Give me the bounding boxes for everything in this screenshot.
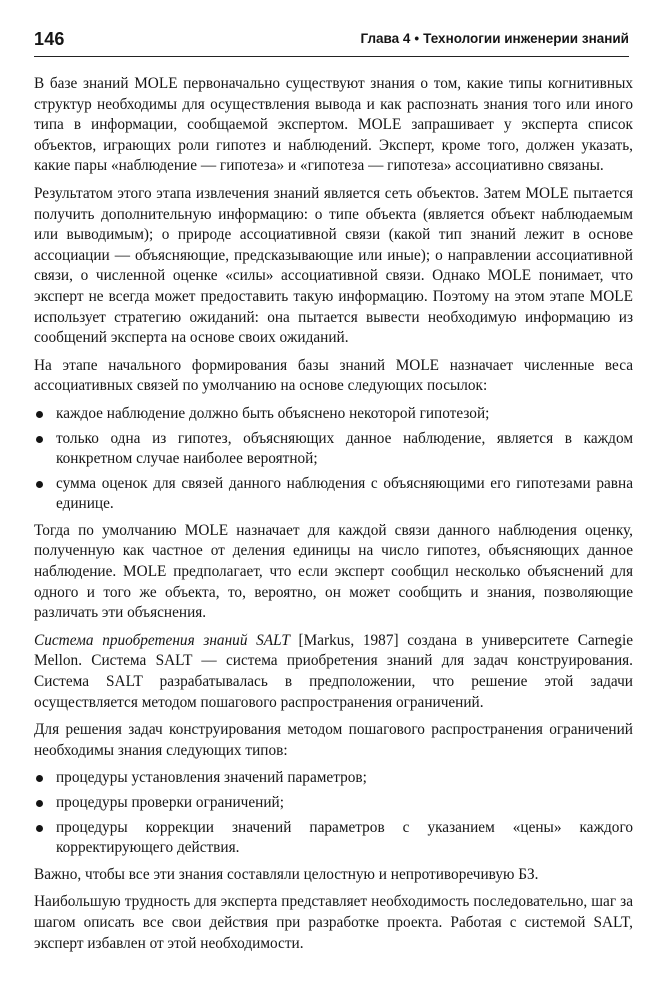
running-head	[360, 31, 629, 46]
list-item	[34, 429, 633, 470]
bullet-icon	[36, 481, 43, 488]
chapter-label: Глава 4	[360, 31, 411, 46]
salt-heading-italic: Система приобретения знаний SALT	[34, 631, 290, 649]
list-item	[34, 818, 633, 859]
list-item-text: сумма оценок для связей данного наблюдения с объясняющими его гипотезами равна единице.	[56, 474, 633, 513]
list-item-text: процедуры установления значений параметров;	[56, 769, 367, 787]
bullet-icon	[36, 436, 43, 443]
bullet-icon	[36, 825, 43, 832]
page-body	[34, 74, 633, 961]
paragraph-7: Важно, чтобы все эти знания составляли целостную и непротиворечивую БЗ.	[34, 865, 539, 883]
paragraph-5	[34, 631, 633, 713]
list-item	[34, 793, 633, 814]
bullet-icon	[36, 775, 43, 782]
paragraph-4: Тогда по умолчанию MOLE назначает для каждой связи данного наблюдения оценку, полученную как частное от деления единицы на число гипотез, объясняющих данное наблюдение. MOLE предполагает, что если эксперт сообщил несколько объяснений для одного и того же объекта, то, вероятно, он может сообщить и знания, позволяющие различать эти объяснения.	[34, 521, 633, 622]
paragraph-5-text: [Markus, 1987] создана в университете Carnegie Mellon. Система SALT — система приобретения знаний для задач конструирования. Система SALT разрабатывалась в предположении, что решение этой задачи осуществляется методом пошагового распространения ограничений.	[34, 631, 633, 711]
page-header	[34, 28, 629, 57]
list-item-text: каждое наблюдение должно быть объяснено некоторой гипотезой;	[56, 404, 490, 422]
chapter-title: Технологии инженерии знаний	[423, 31, 629, 46]
paragraph-8: Наибольшую трудность для эксперта представляет необходимость последовательно, шаг за шагом описать все свои действия при разработке проекта. Работая с системой SALT, эксперт избавлен от этой необходимости.	[34, 893, 633, 952]
paragraph-2: Результатом этого этапа извлечения знаний является сеть объектов. Затем MOLE пытается получить дополнительную информацию: о типе объекта (является объект наблюдаемым или выводимым); о природе ассоциативной связи (какой тип знаний лежит в основе ассоциации — объясняющие, предсказывающие или иные); о направлении ассоциативной связи, о численной оценке «силы» ассоциативной связи. Однако MOLE понимает, что эксперт не всегда может предоставить такую информацию. Поэтому на этом этапе MOLE использует стратегию ожиданий: она пытается вывести необходимую информацию из сообщений эксперта на основе своих ожиданий.	[34, 184, 633, 347]
list-item	[34, 404, 633, 425]
paragraph-3: На этапе начального формирования базы знаний MOLE назначает численные веса ассоциативных связей по умолчанию на основе следующих посылок:	[34, 356, 633, 395]
list-item	[34, 474, 633, 515]
bullet-list-1	[34, 404, 633, 515]
bullet-icon	[36, 411, 43, 418]
bullet-icon	[36, 800, 43, 807]
list-item-text: процедуры проверки ограничений;	[56, 794, 284, 811]
list-item	[34, 768, 633, 789]
page-number: 146	[34, 29, 65, 49]
bullet-list-2	[34, 768, 633, 858]
paragraph-6: Для решения задач конструирования методом пошагового распространения ограничений необходимы знания следующих типов:	[34, 721, 633, 759]
list-item-text: только одна из гипотез, объясняющих данное наблюдение, является в каждом конкретном случае наиболее вероятной;	[56, 429, 633, 468]
paragraph-1: В базе знаний MOLE первоначально существуют знания о том, какие типы когнитивных структур необходимы для осуществления вывода и как распознать знания того или иного типа в информации, сообщаемой экспертом. MOLE запрашивает у эксперта список объектов, играющих роли гипотез и наблюдений. Эксперт, кроме того, должен указать, какие пары «наблюдение — гипотеза» и «гипотеза — гипотеза» ассоциативно связаны.	[34, 75, 633, 175]
bullet-separator: •	[414, 31, 420, 46]
list-item-text: процедуры коррекции значений параметров с указанием «цены» каждого корректирующего действия.	[56, 818, 633, 857]
